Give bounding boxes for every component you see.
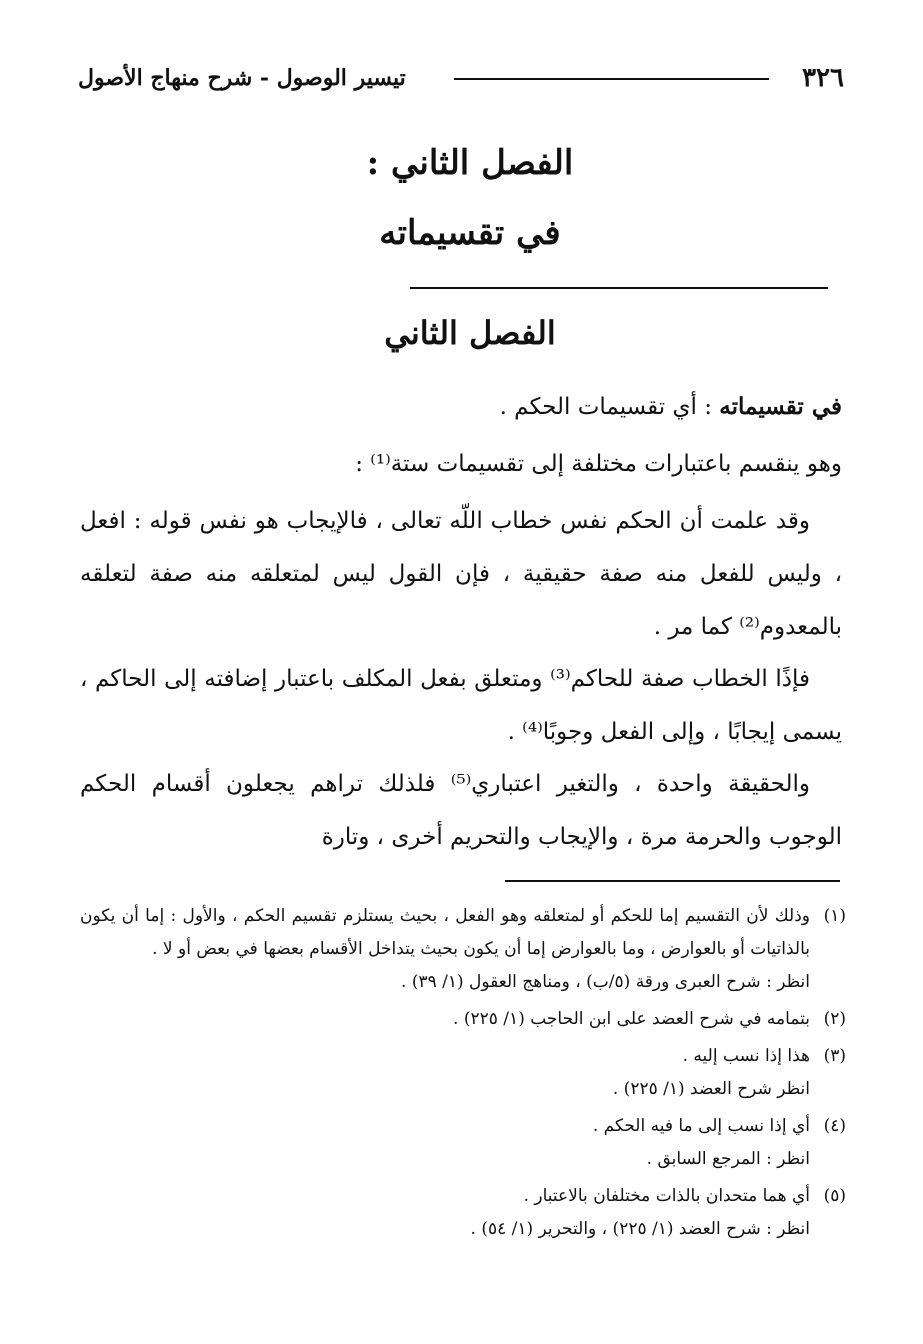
footnote-text: أي هما متحدان بالذات مختلفان بالاعتبار .	[523, 1186, 810, 1206]
header-rule	[454, 78, 769, 80]
section-title: الفصل الثاني	[384, 314, 556, 352]
footnote-number: (٣)	[823, 1046, 846, 1066]
paragraph-5: والحقيقة واحدة ، والتغير اعتباري⁽⁵⁾ فلذلك تراهم يجعلون أقسام الحكم الوجوب والحرمة مرة ، والإيجاب والتحريم أخرى ، وتارة	[80, 771, 842, 850]
chapter-subtitle: في تقسيماته	[379, 213, 561, 253]
footnote-text: بتمامه في شرح العضد على ابن الحاجب (١/ ٢٢٥) .	[453, 1009, 810, 1029]
footnote-reference: انظر : المرجع السابق .	[646, 1149, 810, 1169]
footnote-divider	[505, 880, 840, 882]
footnote-5	[80, 1180, 846, 1246]
footnote-1	[80, 900, 846, 999]
footnote-text: أي إذا نسب إلى ما فيه الحكم .	[592, 1116, 810, 1136]
footnote-reference: انظر : شرح العبرى ورقة (٥/ب) ، ومناهج العقول (١/ ٣٩) .	[401, 972, 810, 992]
page-number: ٣٢٦	[802, 63, 844, 93]
paragraph-1	[80, 380, 842, 434]
footnote-2	[80, 1003, 846, 1036]
footnote-3	[80, 1040, 846, 1106]
footnotes	[80, 900, 846, 1246]
paragraph-2: وهو ينقسم باعتبارات مختلفة إلى تقسيمات ستة⁽¹⁾ :	[355, 451, 842, 477]
footnote-text: هذا إذا نسب إليه .	[682, 1046, 810, 1066]
footnote-number: (٢)	[823, 1009, 846, 1029]
footnote-number: (١)	[823, 906, 846, 926]
chapter-label: الفصل الثاني :	[366, 143, 574, 183]
paragraph-1-rest: : أي تقسيمات الحكم .	[499, 394, 720, 420]
paragraph-1-lead: في تقسيماته	[719, 393, 842, 420]
running-title: تيسير الوصول - شرح منهاج الأصول	[78, 65, 406, 91]
paragraph-3: وقد علمت أن الحكم نفس خطاب اللّه تعالى ، فالإيجاب هو نفس قوله : افعل ، وليس للفعل منه صفة حقيقية ، فإن القول ليس لمتعلقه منه صفة لتعلقه بالمعدوم⁽²⁾ كما مر .	[80, 508, 842, 640]
paragraph-4: فإذًا الخطاب صفة للحاكم⁽³⁾ ومتعلق بفعل المكلف باعتبار إضافته إلى الحاكم ، يسمى إيجابًا ، وإلى الفعل وجوبًا⁽⁴⁾ .	[80, 666, 842, 745]
footnote-number: (٥)	[823, 1186, 846, 1206]
footnote-number: (٤)	[823, 1116, 846, 1136]
footnote-4	[80, 1110, 846, 1176]
footnote-reference: انظر : شرح العضد (١/ ٢٢٥) ، والتحرير (١/ ٥٤) .	[470, 1219, 810, 1239]
footnote-reference: انظر شرح العضد (١/ ٢٢٥) .	[612, 1079, 810, 1099]
running-header	[78, 58, 844, 98]
heading-divider	[410, 287, 828, 289]
footnote-text: وذلك لأن التقسيم إما للحكم أو لمتعلقه وهو الفعل ، بحيث يستلزم تقسيم الحكم ، والأول : إما أن يكون بالذاتيات أو بالعوارض ، وما بالعوارض إما أن يكون بحيث يتداخل الأقسام بعضها في بعض أو لا .	[80, 906, 810, 959]
